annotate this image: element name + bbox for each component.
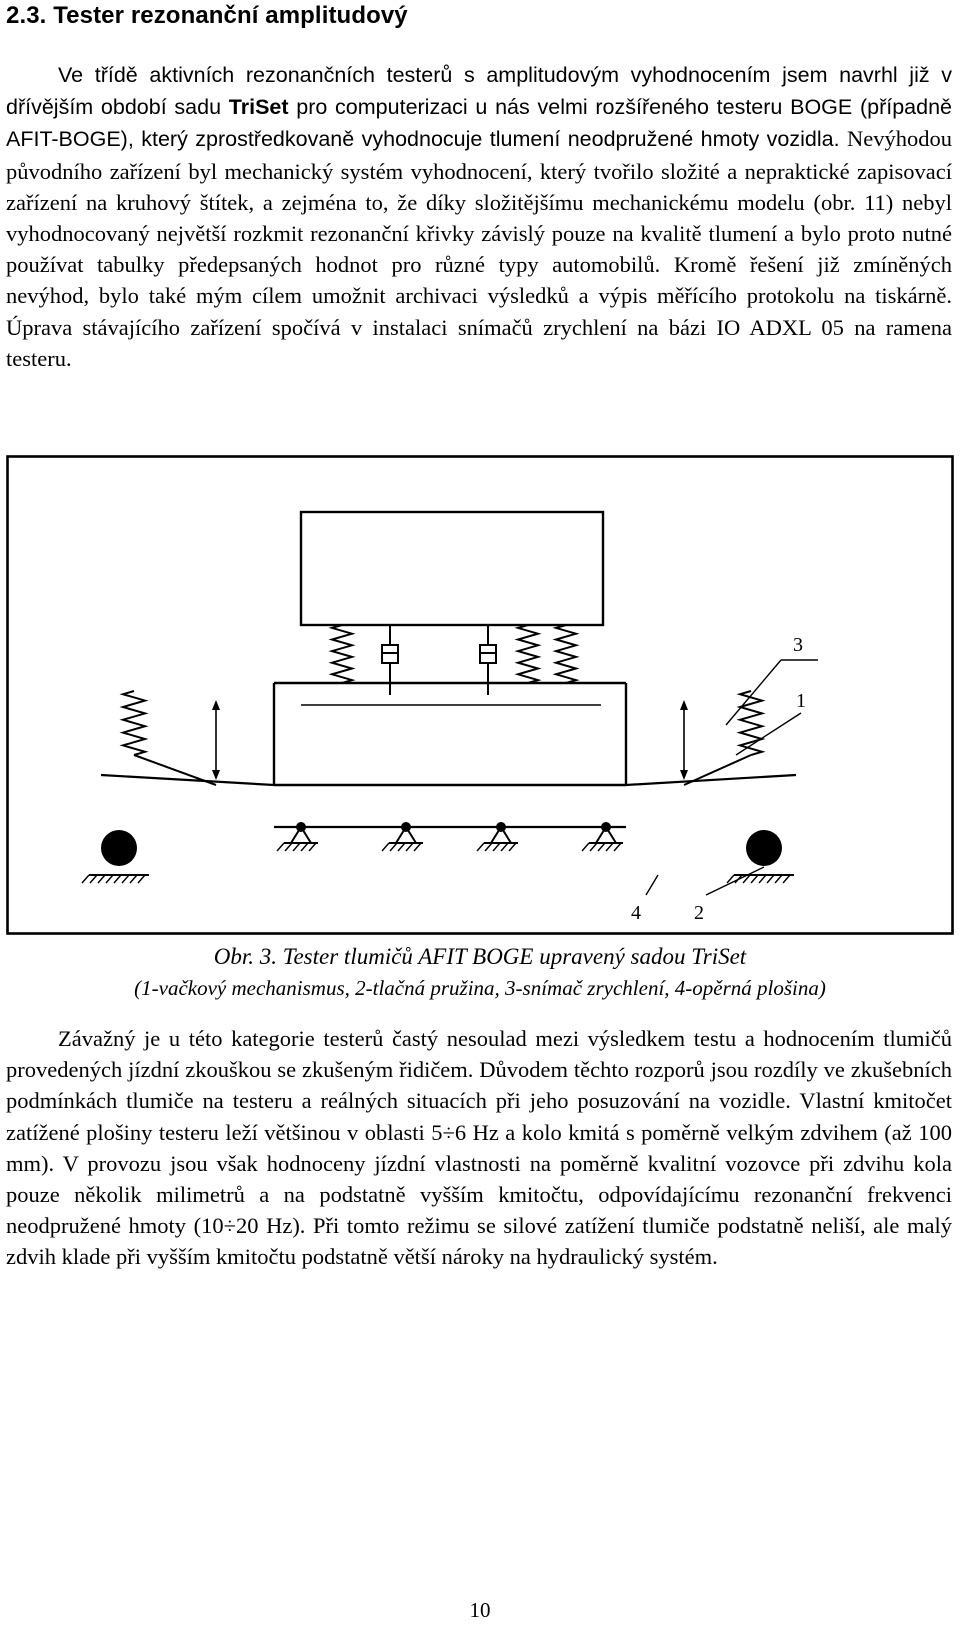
- figure-legend: (1-vačkový mechanismus, 2-tlačná pružina, 3-snímač zrychlení, 4-opěrná plošina): [134, 976, 826, 1000]
- ground-hatch: [130, 875, 137, 883]
- ground-hatch: [767, 875, 774, 883]
- suspension-spring-left-outer: [332, 625, 352, 683]
- callout-2: 2: [694, 902, 704, 924]
- ground-hatch: [122, 875, 129, 883]
- pivot-ground: [382, 843, 423, 851]
- suspension-spring-right-outer: [518, 625, 538, 683]
- ground-hatch: [277, 843, 284, 851]
- pivot-center-left: [396, 822, 416, 843]
- ground-hatch: [90, 875, 97, 883]
- stroke-arrow-left: [212, 700, 220, 780]
- ground-hatch: [598, 843, 605, 851]
- ground-hatch: [406, 843, 413, 851]
- stroke-arrow-right: [680, 700, 688, 780]
- pivot-ground: [477, 843, 518, 851]
- arrow-head-down: [680, 770, 688, 780]
- ground-hatch: [98, 875, 105, 883]
- ground-hatch: [398, 843, 405, 851]
- paragraph-intro-part2: pro computerizaci u nás velmi rozšířeného testeru BOGE (případně AFIT-BOGE), který zprostředkovaně vyhodnocuje tlumení neodpružené hmoty vozidla.: [6, 95, 953, 152]
- diagram-frame: [8, 457, 953, 934]
- ground-hatch: [509, 843, 516, 851]
- triset-name: TriSet: [228, 95, 289, 120]
- ground-hatch: [606, 843, 613, 851]
- arrow-head-up: [680, 700, 688, 710]
- callout-3: 3: [793, 634, 803, 656]
- ground-hatch: [501, 843, 508, 851]
- ground-hatch: [751, 875, 758, 883]
- ground-hatch: [106, 875, 113, 883]
- ground-hatch: [485, 843, 492, 851]
- ground-hatch: [582, 843, 589, 851]
- ground-hatch: [614, 843, 621, 851]
- section-heading: 2.3. Tester rezonanční amplitudový: [6, 2, 408, 29]
- cam-ground-right: [727, 875, 794, 883]
- paragraph-discussion: Závažný je u této kategorie testerů častý nesoulad mezi výsledkem testu a hodnocením tlumičů provedených jízdní zkouškou se zkušeným řidičem. Důvodem těchto rozporů jsou rozdíly ve zkušebních podmínkách tlumiče na testeru a reálných situacích při jeho posuzování na vozidle. Vlastní kmitočet zatížené plošiny testeru leží většinou v oblasti 5÷6 Hz a kolo kmitá s poměrně velkým zdvihem (až 100 mm). V provozu jsou však hodnoceny jízdní vlastnosti na poměrně kvalitní vozovce při zdvihu kola pouze několik milimetrů a na podstatně vyšším kmitočtu, odpovídajícímu rezonanční frekvenci neodpružené hmoty (10÷20 Hz). Při tomto režimu se silové zatížení tlumiče podstatně neliší, ale malý zdvih klade při vyšším kmitočtu podstatně větší nároky na hydraulický systém.: [6, 1026, 952, 1270]
- callout-4: 4: [631, 902, 641, 924]
- suspension-damper-left: [382, 625, 398, 695]
- ground-hatch: [309, 843, 316, 851]
- pivot-right: [596, 822, 616, 843]
- cam-wheel-right: [746, 830, 782, 866]
- ground-hatch: [114, 875, 121, 883]
- tester-diagram: [6, 455, 954, 935]
- ground-hatch: [783, 875, 790, 883]
- right-lever-arm: [626, 775, 796, 785]
- ground-hatch: [390, 843, 397, 851]
- pivot-ground: [277, 843, 318, 851]
- pivot-left: [291, 822, 311, 843]
- ground-hatch: [301, 843, 308, 851]
- page-number: 10: [469, 1598, 491, 1622]
- figure-caption: Obr. 3. Tester tlumičů AFIT BOGE upravený sadou TriSet: [213, 944, 747, 969]
- ground-hatch: [138, 875, 145, 883]
- cam-wheel-left: [101, 830, 137, 866]
- vehicle-body: [301, 512, 603, 625]
- left-support-arm: [134, 755, 216, 785]
- ground-hatch: [775, 875, 782, 883]
- arrow-head-down: [212, 770, 220, 780]
- compression-spring-left: [123, 691, 145, 755]
- suspension-spring-right-inner: [556, 625, 576, 683]
- leader-line-2: [706, 867, 764, 895]
- ground-hatch: [285, 843, 292, 851]
- ground-hatch: [82, 875, 89, 883]
- paragraph-intro: [6, 59, 952, 374]
- paragraph-intro-part1: Ve třídě aktivních rezonančních testerů s amplitudovým vyhodnocením jsem navrhl již v dřívějším období sadu: [6, 63, 952, 120]
- leader-line-4: [646, 875, 658, 895]
- arrow-head-up: [212, 700, 220, 710]
- ground-hatch: [414, 843, 421, 851]
- ground-hatch: [590, 843, 597, 851]
- left-lever-arm: [101, 775, 274, 785]
- suspension-damper-right: [480, 625, 496, 695]
- ground-hatch: [493, 843, 500, 851]
- ground-hatch: [477, 843, 484, 851]
- ground-hatch: [382, 843, 389, 851]
- ground-hatch: [293, 843, 300, 851]
- paragraph-intro-part3: Nevýhodou původního zařízení byl mechanický systém vyhodnocení, který tvořilo složité a nepraktické zapisovací zařízení na kruhový štítek, a zejména to, že díky složitějšímu mechanickému modelu (obr. 11) nebyl vyhodnocovaný největší rozkmit rezonanční křivky závislý pouze na kvalitě tlumení a bylo proto nutné používat tabulky předepsaných hodnot pro různé typy automobilů. Kromě řešení již zmíněných nevýhod, bylo také mým cílem umožnit archivaci výsledků a výpis měřícího protokolu na tiskárně. Úprava stávajícího zařízení spočívá v instalaci snímačů zrychlení na bázi IO ADXL 05 na ramena testeru.: [6, 126, 952, 371]
- ground-hatch: [759, 875, 766, 883]
- pivot-center-right: [491, 822, 511, 843]
- pivot-ground: [582, 843, 623, 851]
- cam-ground-left: [82, 875, 149, 883]
- callout-1: 1: [796, 690, 806, 712]
